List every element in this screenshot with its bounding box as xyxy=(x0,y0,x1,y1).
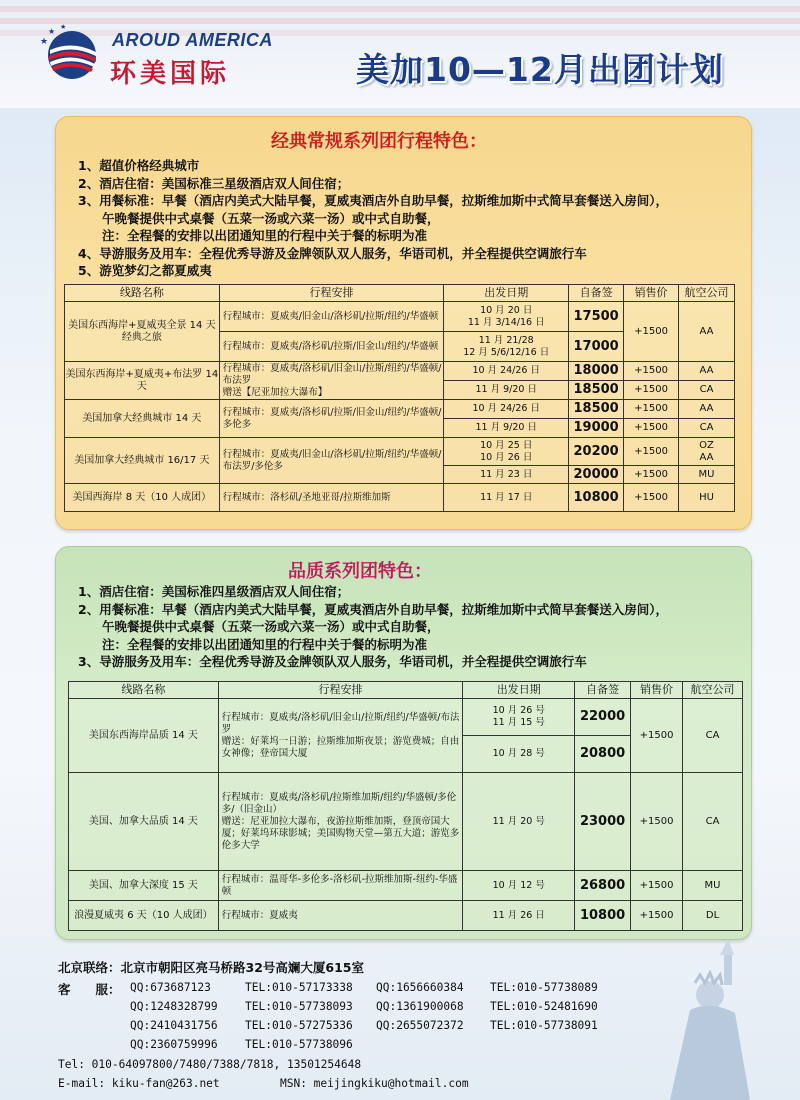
departure-dates: 11 月 20 号 xyxy=(463,773,575,871)
brand-name-cn: 环美国际 xyxy=(110,59,231,89)
service-label: 客 服： xyxy=(58,982,121,997)
contact-qq: QQ:673687123 xyxy=(130,981,211,994)
classic-features xyxy=(78,157,668,280)
brand-logo xyxy=(38,22,100,84)
table-row xyxy=(65,438,735,466)
feature-item: 4、导游服务及用车：全程优秀导游及金牌领队双人服务，华语司机，并全程提供空调旅行车 xyxy=(78,245,587,261)
price: 18500 xyxy=(569,400,624,419)
col-price: 自备签 xyxy=(575,682,631,699)
feature-item: 1、超值价格经典城市 xyxy=(78,158,200,173)
itinerary: 行程城市：夏威夷 xyxy=(218,901,463,931)
flag-stripe xyxy=(0,18,800,24)
sale-price: +1500 xyxy=(631,901,683,931)
departure-dates: 11 月 23 日 xyxy=(444,466,569,484)
airline: AA xyxy=(679,400,735,419)
price: 18500 xyxy=(569,381,624,400)
route-name: 美国、加拿大深度 15 天 xyxy=(69,871,219,901)
departure-dates: 11 月 9/20 日 xyxy=(444,419,569,438)
svg-text:★: ★ xyxy=(48,27,56,36)
feature-item: 3、导游服务及用车：全程优秀导游及金牌领队双人服务，华语司机，并全程提供空调旅行车 xyxy=(78,654,587,669)
quality-title: 品质系列团特色： xyxy=(288,561,432,582)
table-row xyxy=(65,302,735,332)
col-route: 线路名称 xyxy=(69,682,219,699)
route-name: 美国东西海岸品质 14 天 xyxy=(69,699,219,773)
sale-price: +1500 xyxy=(631,699,683,773)
contact-qq: QQ:1361900068 xyxy=(376,1000,464,1013)
feature-item: 注：全程餐的安排以出团通知里的行程中关于餐的标明为准 xyxy=(102,636,428,652)
sale-price: +1500 xyxy=(624,400,679,419)
route-name: 浪漫夏威夷 6 天（10 人成团） xyxy=(69,901,219,931)
contact-tel: TEL:010-57738096 xyxy=(245,1038,353,1051)
sale-price: +1500 xyxy=(624,381,679,400)
price: 19000 xyxy=(569,419,624,438)
price: 26800 xyxy=(575,871,631,901)
contact-tel: TEL:010-57738093 xyxy=(245,1000,353,1013)
contact-qq: QQ:1248328799 xyxy=(130,1000,218,1013)
quality-features xyxy=(78,583,668,671)
price: 17000 xyxy=(569,332,624,362)
airline: OZ AA xyxy=(679,438,735,466)
contact-tel: TEL:010-57738089 xyxy=(490,981,598,994)
contact-tel: TEL:010-57275336 xyxy=(245,1019,353,1032)
quality-panel xyxy=(55,546,752,940)
departure-dates: 10 月 26 号 11 月 15 号 xyxy=(463,699,575,736)
price: 22000 xyxy=(575,699,631,736)
itinerary: 行程城市：夏威夷/洛杉矶/拉斯/旧金山/纽约/华盛顿/多伦多 xyxy=(219,400,444,438)
sale-price: +1500 xyxy=(624,466,679,484)
contact-msn[interactable]: MSN: meijingkiku@hotmail.com xyxy=(280,1077,469,1090)
itinerary: 行程城市：夏威夷/洛杉矶/拉斯/旧金山/纽约/华盛顿 xyxy=(219,332,444,362)
airline: CA xyxy=(679,419,735,438)
statue-of-liberty-illustration xyxy=(650,935,800,1100)
classic-title: 经典常规系列团行程特色： xyxy=(271,131,487,152)
table-row xyxy=(65,400,735,419)
itinerary: 行程城市：夏威夷/旧金山/洛杉矶/拉斯/纽约/华盛顿/布法罗/多伦多 xyxy=(219,438,444,484)
contact-tel: TEL:010-57738091 xyxy=(490,1019,598,1032)
departure-dates: 10 月 24/26 日 xyxy=(444,362,569,381)
itinerary: 行程城市：夏威夷/洛杉矶/拉斯维加斯/纽约/华盛顿/多伦多/（旧金山） 赠送：尼亚加拉大瀑布，夜游拉斯维加斯，登顶帝国大厦；好莱坞环球影城；美国购物天堂—第五大道；游览多伦多大学 xyxy=(218,773,463,871)
col-airline: 航空公司 xyxy=(683,682,743,699)
table-row xyxy=(69,871,743,901)
departure-dates: 10 月 12 号 xyxy=(463,871,575,901)
airline: CA xyxy=(683,699,743,773)
col-price: 自备签 xyxy=(569,285,624,302)
airline: HU xyxy=(679,484,735,512)
airline: AA xyxy=(679,302,735,362)
col-airline: 航空公司 xyxy=(679,285,735,302)
contact-qq: QQ:2655072372 xyxy=(376,1019,464,1032)
quality-schedule-table xyxy=(68,681,743,931)
feature-item: 1、酒店住宿：美国标准四星级酒店双人间住宿； xyxy=(78,584,350,599)
col-sale: 销售价 xyxy=(631,682,683,699)
airline: CA xyxy=(679,381,735,400)
route-name: 美国加拿大经典城市 14 天 xyxy=(65,400,220,438)
departure-dates: 11 月 26 日 xyxy=(463,901,575,931)
col-itinerary: 行程安排 xyxy=(218,682,463,699)
departure-dates: 11 月 17 日 xyxy=(444,484,569,512)
departure-dates: 10 月 25 日 10 月 26 日 xyxy=(444,438,569,466)
contact-tel: TEL:010-57173338 xyxy=(245,981,353,994)
route-name: 美国西海岸 8 天（10 人成团） xyxy=(65,484,220,512)
feature-item: 5、游览梦幻之都夏威夷 xyxy=(78,263,212,278)
price: 17500 xyxy=(569,302,624,332)
col-sale: 销售价 xyxy=(624,285,679,302)
airline: AA xyxy=(679,362,735,381)
contact-email[interactable]: E-mail: kiku-fan@263.net xyxy=(58,1077,220,1090)
table-row xyxy=(69,773,743,871)
price: 20800 xyxy=(575,736,631,773)
airline: MU xyxy=(679,466,735,484)
itinerary: 行程城市：夏威夷/洛杉矶/旧金山/拉斯/纽约/华盛顿/布法罗 赠送【尼亚加拉大瀑布】 xyxy=(219,362,444,400)
itinerary: 行程城市：夏威夷/洛杉矶/旧金山/拉斯/纽约/华盛顿/布法罗 赠送：好莱坞一日游；拉斯维加斯夜景；游览费城；自由女神像；登帝国大厦 xyxy=(218,699,463,773)
flag-stripe xyxy=(0,6,800,12)
departure-dates: 10 月 28 号 xyxy=(463,736,575,773)
itinerary: 行程城市：夏威夷/旧金山/洛杉矶/拉斯/纽约/华盛顿 xyxy=(219,302,444,332)
departure-dates: 10 月 24/26 日 xyxy=(444,400,569,419)
svg-text:★: ★ xyxy=(60,23,67,31)
route-name: 美国东西海岸+夏威夷全景 14 天经典之旅 xyxy=(65,302,220,362)
classic-panel xyxy=(55,116,752,530)
table-row xyxy=(69,699,743,736)
price: 20000 xyxy=(569,466,624,484)
feature-item: 2、酒店住宿：美国标准三星级酒店双人间住宿； xyxy=(78,175,350,191)
departure-dates: 11 月 9/20 日 xyxy=(444,381,569,400)
feature-item: 注：全程餐的安排以出团通知里的行程中关于餐的标明为准 xyxy=(102,228,428,243)
table-row xyxy=(65,484,735,512)
route-name: 美国、加拿大品质 14 天 xyxy=(69,773,219,871)
itinerary: 行程城市：温哥华-多伦多-洛杉矶-拉斯维加斯-纽约-华盛顿 xyxy=(218,871,463,901)
price: 10800 xyxy=(575,901,631,931)
classic-schedule-table xyxy=(64,284,735,512)
airline: CA xyxy=(683,773,743,871)
departure-dates: 11 月 21/28 12 月 5/6/12/16 日 xyxy=(444,332,569,362)
header xyxy=(0,0,800,108)
price: 10800 xyxy=(569,484,624,512)
price: 18000 xyxy=(569,362,624,381)
contact-qq: QQ:1656660384 xyxy=(376,981,464,994)
airline: DL xyxy=(683,901,743,931)
sale-price: +1500 xyxy=(631,773,683,871)
brand-name-en: AROUD AMERICA xyxy=(112,30,273,50)
sale-price: +1500 xyxy=(624,302,679,362)
sale-price: +1500 xyxy=(624,419,679,438)
price: 20200 xyxy=(569,438,624,466)
sale-price: +1500 xyxy=(624,362,679,381)
svg-text:★: ★ xyxy=(40,37,49,47)
contact-address: 北京联络：北京市朝阳区亮马桥路32号高斓大厦615室 xyxy=(58,960,364,975)
contact-tel: TEL:010-52481690 xyxy=(490,1000,598,1013)
feature-item: 2、用餐标准：早餐（酒店内美式大陆早餐，夏威夷酒店外自助早餐，拉斯维加斯中式简早套餐送入房间）， xyxy=(78,601,668,617)
page-title: 美加10—12月出团计划 xyxy=(356,50,724,89)
contact-qq: QQ:2360759996 xyxy=(130,1038,218,1051)
col-dates: 出发日期 xyxy=(463,682,575,699)
departure-dates: 10 月 20 日 11 月 3/14/16 日 xyxy=(444,302,569,332)
feature-item: 午晚餐提供中式桌餐（五菜一汤或六菜一汤）或中式自助餐， xyxy=(102,619,440,634)
sale-price: +1500 xyxy=(631,871,683,901)
contact-phone: Tel: 010-64097800/7480/7388/7818, 13501254648 xyxy=(58,1058,362,1071)
feature-item: 3、用餐标准：早餐（酒店内美式大陆早餐，夏威夷酒店外自助早餐，拉斯维加斯中式简早套餐送入房间）， xyxy=(78,193,668,208)
route-name: 美国东西海岸+夏威夷+布法罗 14 天 xyxy=(65,362,220,400)
table-row xyxy=(69,901,743,931)
col-itinerary: 行程安排 xyxy=(219,285,444,302)
route-name: 美国加拿大经典城市 16/17 天 xyxy=(65,438,220,484)
sale-price: +1500 xyxy=(624,438,679,466)
table-header-row xyxy=(65,285,735,302)
itinerary: 行程城市：洛杉矶/圣地亚哥/拉斯维加斯 xyxy=(219,484,444,512)
sale-price: +1500 xyxy=(624,484,679,512)
table-row xyxy=(65,362,735,381)
table-header-row xyxy=(69,682,743,699)
col-dates: 出发日期 xyxy=(444,285,569,302)
price: 23000 xyxy=(575,773,631,871)
feature-item: 午晚餐提供中式桌餐（五菜一汤或六菜一汤）或中式自助餐， xyxy=(102,210,440,226)
airline: MU xyxy=(683,871,743,901)
contact-qq: QQ:2410431756 xyxy=(130,1019,218,1032)
col-route: 线路名称 xyxy=(65,285,220,302)
